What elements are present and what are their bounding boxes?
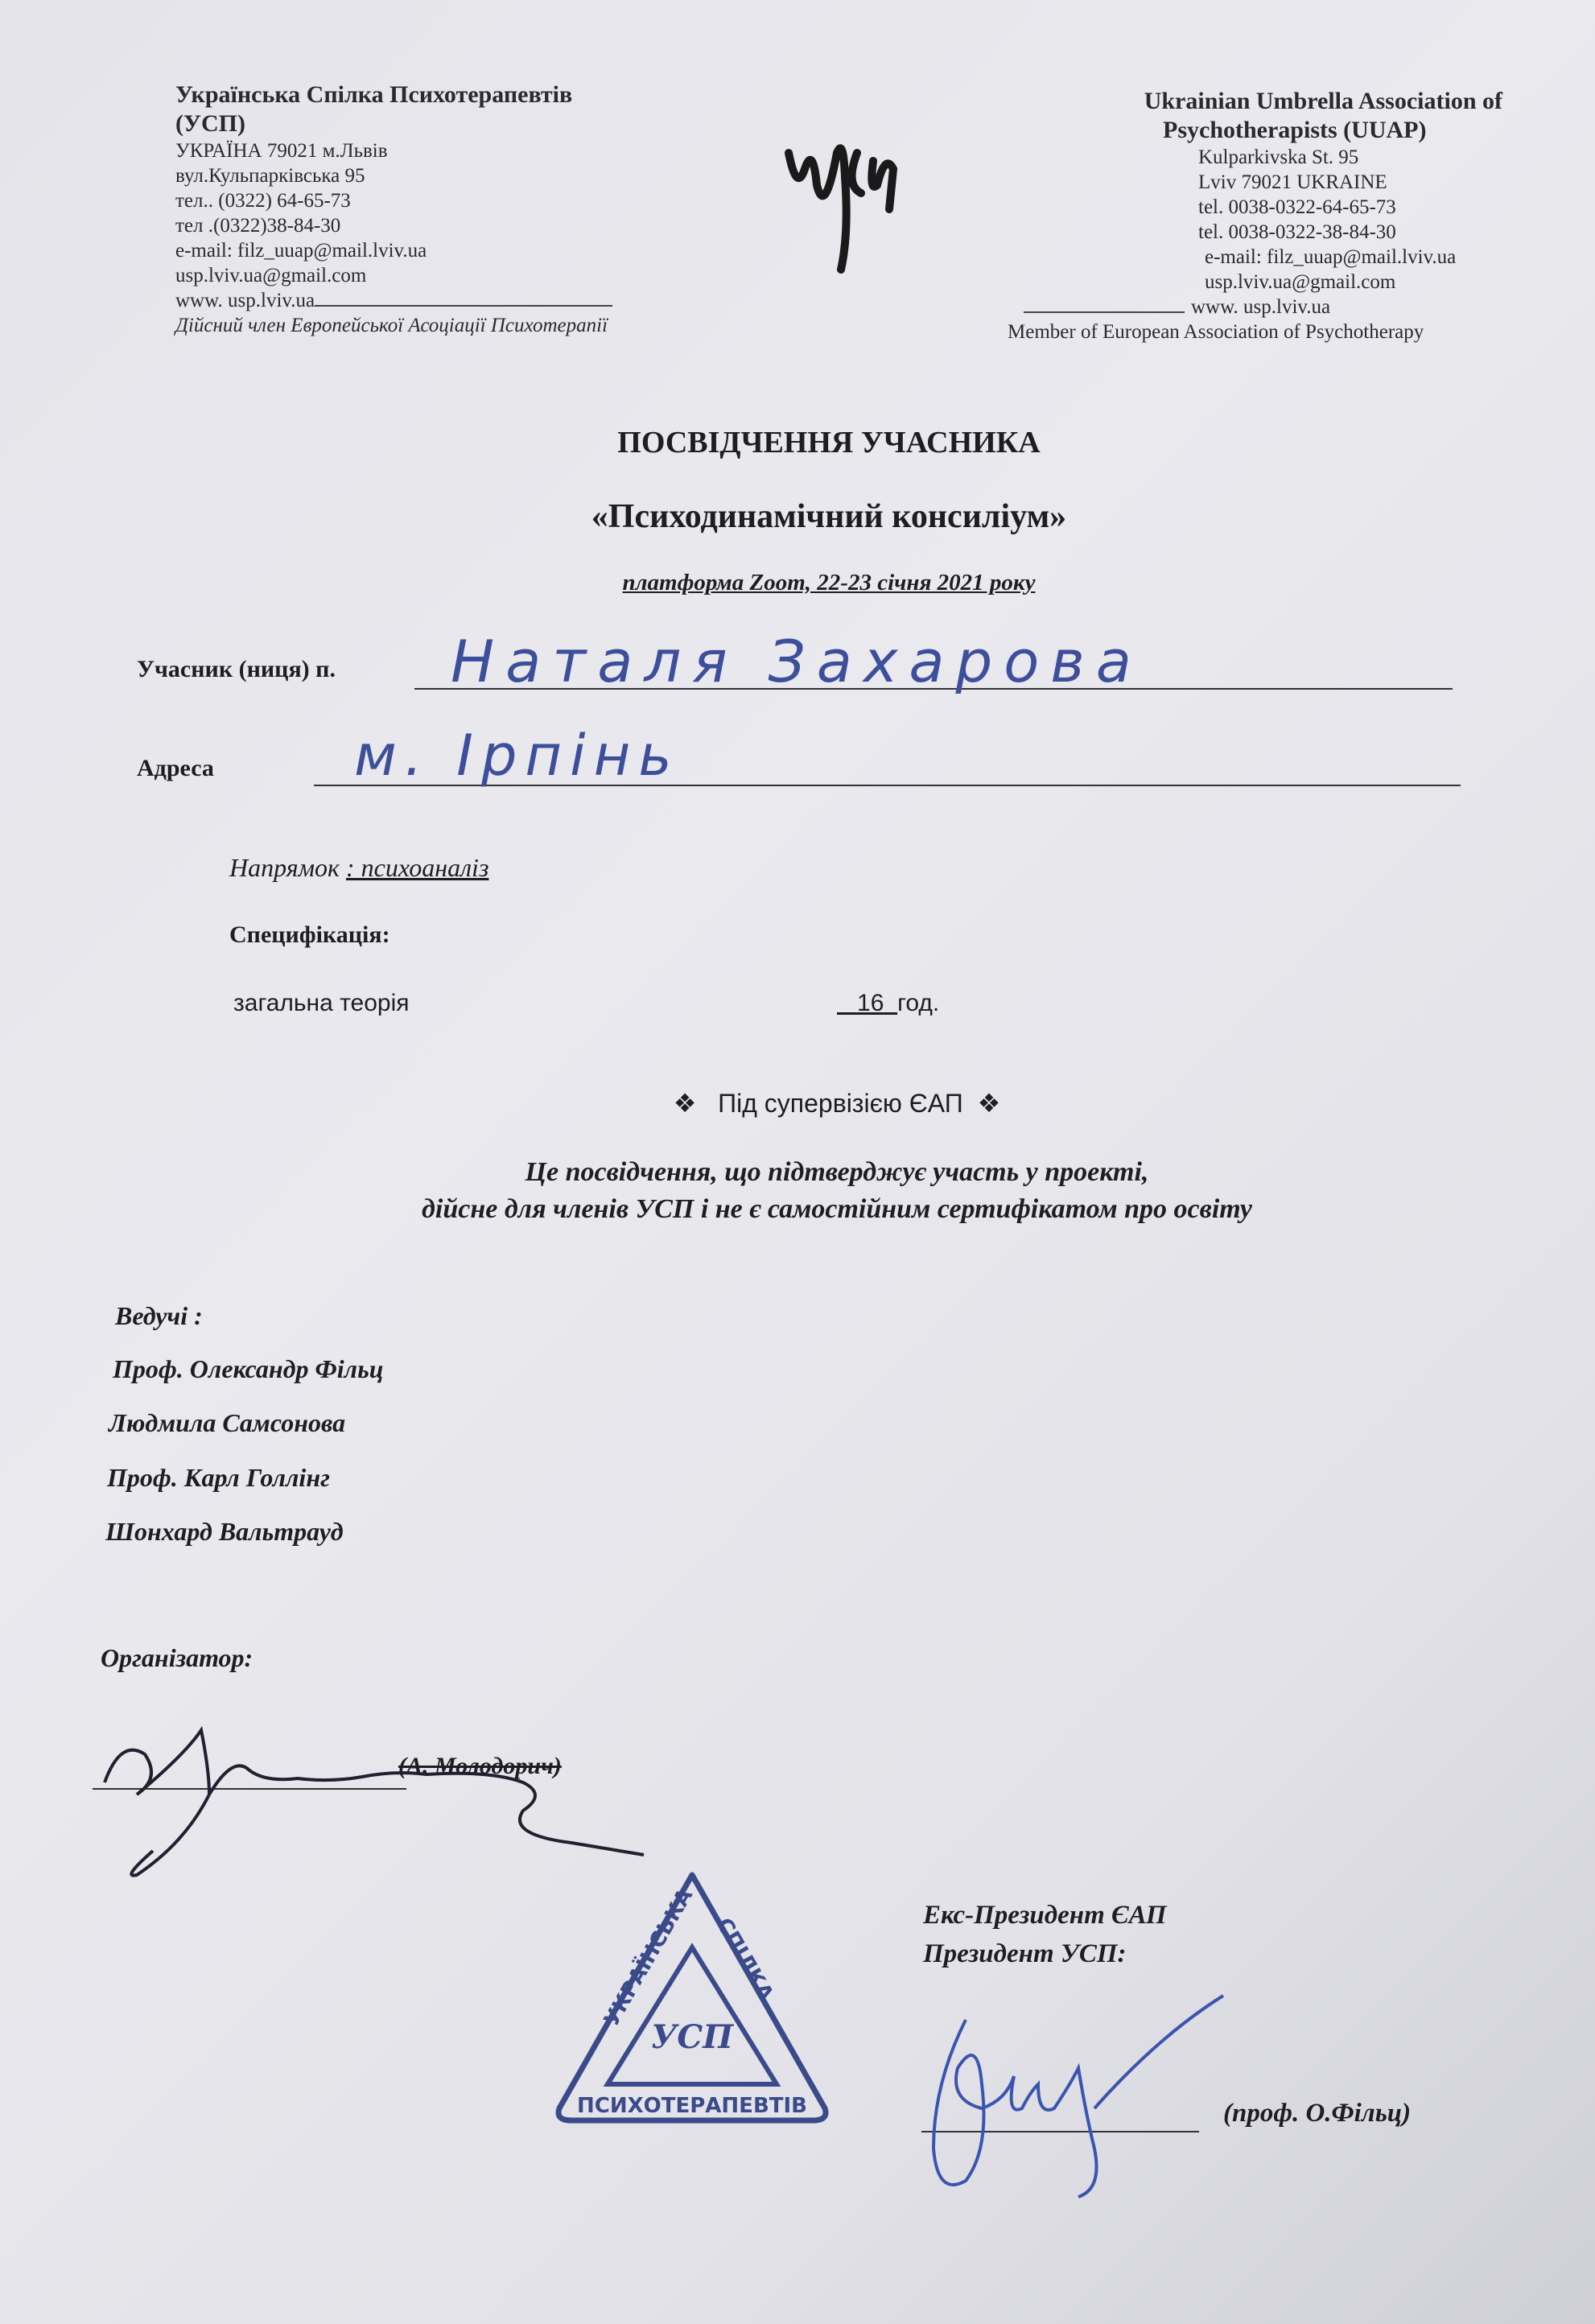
phone-line: tel. 0038-0322-38-84-30 [1198,221,1396,243]
header-left [175,80,612,338]
stamp-text-bottom: ПСИХОТЕРАПЕВТІВ [577,2094,807,2118]
diamond-icon: ❖ [977,1089,1001,1118]
host-name: Шонхард Вальтрауд [105,1517,344,1546]
diamond-icon: ❖ [673,1089,697,1118]
website-line: www. usp.lviv.ua [175,288,612,313]
organizer-name: (А. Молодорич) [398,1753,562,1779]
event-platform-date: платформа Zoom, 22-23 січня 2021 року [622,570,1036,595]
address-line: Lviv 79021 UKRAINE [1198,171,1387,193]
email-line: e-mail: filz_uuap@mail.lviv.ua [175,240,427,262]
email-line: usp.lviv.ua@gmail.com [175,265,367,286]
direction-label: Напрямок [229,853,340,882]
host-name: Проф. Карл Голлінг [107,1463,330,1492]
address-handwritten: м. Ірпінь [354,723,680,789]
stamp-text-left: УКРАЇНСЬКА [600,1885,699,2031]
direction-value: : психоаналіз [345,853,489,882]
president-role-1: Екс-Президент ЄАП [923,1901,1167,1930]
organizer-label: Організатор: [101,1643,253,1672]
org-name-en: Ukrainian Umbrella Association of [1144,88,1502,114]
address-line: УКРАЇНА 79021 м.Львів [175,140,388,162]
email-line: usp.lviv.ua@gmail.com [1205,271,1396,293]
hosts-label: Ведучі : [115,1301,203,1330]
email-line: e-mail: filz_uuap@mail.lviv.ua [1205,246,1457,268]
document-title: ПОСВІДЧЕННЯ УЧАСНИКА [617,426,1041,459]
website-line: www. usp.lviv.ua [1008,295,1502,319]
phone-line: тел.. (0322) 64-65-73 [175,190,351,212]
specification-label: Специфікація: [229,921,390,948]
address-line: вул.Кульпарківська 95 [175,165,365,187]
host-name: Проф. Олександр Фільц [113,1354,384,1383]
phone-line: тел .(0322)38-84-30 [175,215,341,237]
association-stamp [547,1867,837,2149]
stamp-center-logo: УСП [650,2018,734,2056]
org-name-ua: Українська Спілка Психотерапевтів [175,81,573,108]
membership-en: Member of European Association of Psychotherapy [1008,321,1424,343]
org-name-en-2: Psychotherapists (UUAP) [1163,117,1427,143]
president-name: (проф. О.Фільц) [1223,2099,1412,2128]
host-name: Людмила Самсонова [109,1408,346,1437]
usp-logo [781,121,909,274]
event-title: «Психодинамічний консиліум» [591,498,1067,535]
participant-label: Учасник (ниця) п. [137,656,336,682]
note-line-1: Це посвідчення, що підтверджує участь у проекті, [525,1157,1149,1187]
specification-item: загальна теорія [233,990,410,1016]
stamp-text-right: СПІЛКА [711,1914,778,2005]
header-right [1008,87,1502,344]
president-role-2: Президент УСП: [923,1939,1127,1968]
supervision-line: ❖ Під супервізією ЄАП ❖ [673,1089,1001,1118]
specification-hours: 16 год. [857,990,940,1016]
phone-line: tel. 0038-0322-64-65-73 [1198,196,1396,218]
participant-name-handwritten: Наталя Захарова [451,628,1143,695]
organizer-signature [89,1706,813,1891]
president-signature [917,1988,1239,2221]
direction [229,853,488,883]
address-label: Адреса [137,755,214,781]
note-line-2: дійсне для членів УСП і не є самостійним сертифікатом про освіту [422,1194,1252,1224]
org-abbr-ua: (УСП) [175,110,245,137]
membership-ua: Дійсний член Европейської Асоціації Психотерапії [175,315,608,336]
address-line: Kulparkivska St. 95 [1198,146,1359,168]
